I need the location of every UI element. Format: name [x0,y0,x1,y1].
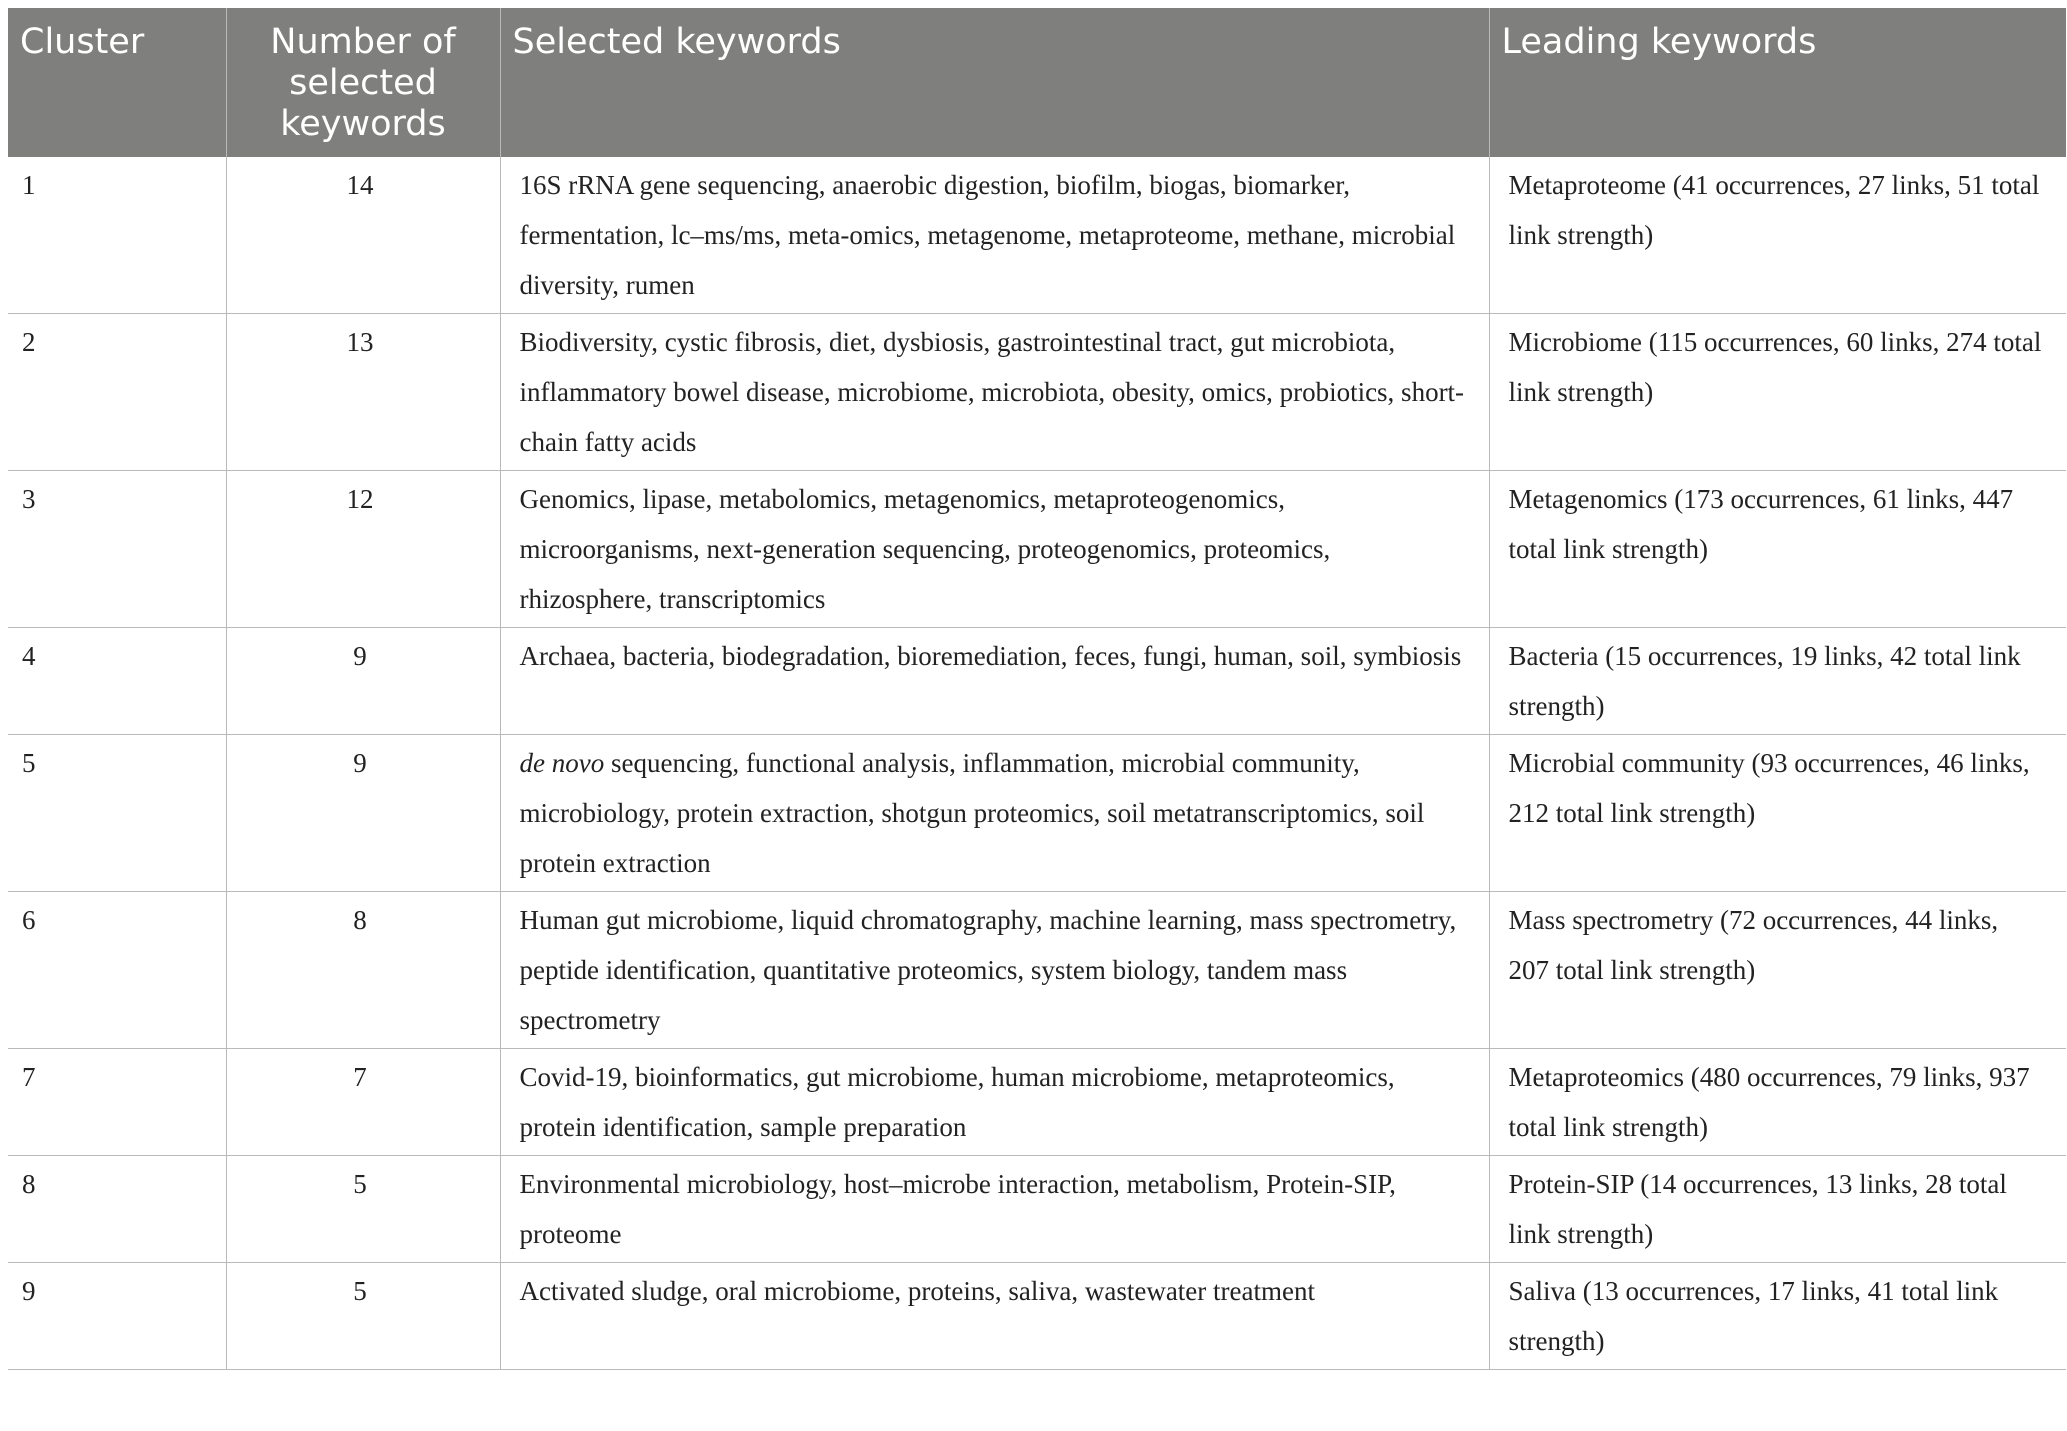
cell-selected-keywords: 16S rRNA gene sequencing, anaerobic digestion, biofilm, biogas, biomarker, fermentation, lc–ms/ms, meta-omics, metagenome, metaproteome, methane, microbial diversity, rumen [500,157,1489,314]
table-row [8,1263,2066,1370]
cell-leading-keywords: Microbial community (93 occurrences, 46 links, 212 total link strength) [1489,735,2066,892]
cell-selected-keywords: Human gut microbiome, liquid chromatography, machine learning, mass spectrometry, peptide identification, quantitative proteomics, system biology, tandem mass spectrometry [500,892,1489,1049]
cell-cluster: 8 [8,1156,226,1263]
table-row [8,628,2066,735]
keyword-cluster-table [8,8,2066,1370]
cell-selected-keywords: Genomics, lipase, metabolomics, metagenomics, metaproteogenomics, microorganisms, next-generation sequencing, proteogenomics, proteomics, rhizosphere, transcriptomics [500,471,1489,628]
cell-number: 9 [226,628,500,735]
cell-number: 5 [226,1263,500,1370]
header-number-of-selected-keywords: Number of selected keywords [226,8,500,157]
cell-cluster: 7 [8,1049,226,1156]
cell-number: 13 [226,314,500,471]
table-body [8,157,2066,1370]
cell-selected-keywords [500,735,1489,892]
cell-cluster: 9 [8,1263,226,1370]
cell-cluster: 6 [8,892,226,1049]
cell-number: 12 [226,471,500,628]
cell-selected-keywords: Biodiversity, cystic fibrosis, diet, dysbiosis, gastrointestinal tract, gut microbiota, inflammatory bowel disease, microbiome, microbiota, obesity, omics, probiotics, short-chain fatty acids [500,314,1489,471]
cell-leading-keywords: Mass spectrometry (72 occurrences, 44 links, 207 total link strength) [1489,892,2066,1049]
italic-term: de novo [519,748,605,778]
table-row [8,157,2066,314]
cell-leading-keywords: Bacteria (15 occurrences, 19 links, 42 total link strength) [1489,628,2066,735]
table-row [8,1156,2066,1263]
cell-leading-keywords: Protein-SIP (14 occurrences, 13 links, 28 total link strength) [1489,1156,2066,1263]
cell-number: 8 [226,892,500,1049]
cell-selected-keywords: Environmental microbiology, host–microbe interaction, metabolism, Protein-SIP, proteome [500,1156,1489,1263]
header-cluster: Cluster [8,8,226,157]
cell-cluster: 5 [8,735,226,892]
cell-cluster: 2 [8,314,226,471]
table-row [8,892,2066,1049]
table-row [8,1049,2066,1156]
table-row [8,314,2066,471]
cell-number: 9 [226,735,500,892]
cell-cluster: 1 [8,157,226,314]
cell-leading-keywords: Saliva (13 occurrences, 17 links, 41 total link strength) [1489,1263,2066,1370]
cell-leading-keywords: Microbiome (115 occurrences, 60 links, 274 total link strength) [1489,314,2066,471]
cell-leading-keywords: Metaproteome (41 occurrences, 27 links, 51 total link strength) [1489,157,2066,314]
cell-leading-keywords: Metaproteomics (480 occurrences, 79 links, 937 total link strength) [1489,1049,2066,1156]
header-selected-keywords: Selected keywords [500,8,1489,157]
table-row [8,735,2066,892]
cell-selected-keywords: Activated sludge, oral microbiome, proteins, saliva, wastewater treatment [500,1263,1489,1370]
header-row [8,8,2066,157]
header-leading-keywords: Leading keywords [1489,8,2066,157]
cell-number: 5 [226,1156,500,1263]
cell-cluster: 4 [8,628,226,735]
keyword-cluster-table-container [8,8,2066,1370]
cell-number: 14 [226,157,500,314]
cell-leading-keywords: Metagenomics (173 occurrences, 61 links, 447 total link strength) [1489,471,2066,628]
cell-selected-keywords: Archaea, bacteria, biodegradation, bioremediation, feces, fungi, human, soil, symbiosis [500,628,1489,735]
cell-cluster: 3 [8,471,226,628]
cell-number: 7 [226,1049,500,1156]
table-row [8,471,2066,628]
cell-selected-keywords: Covid-19, bioinformatics, gut microbiome, human microbiome, metaproteomics, protein identification, sample preparation [500,1049,1489,1156]
table-header [8,8,2066,157]
selected-keywords-text: sequencing, functional analysis, inflammation, microbial community, microbiology, protein extraction, shotgun proteomics, soil metatranscriptomics, soil protein extraction [519,748,1425,878]
